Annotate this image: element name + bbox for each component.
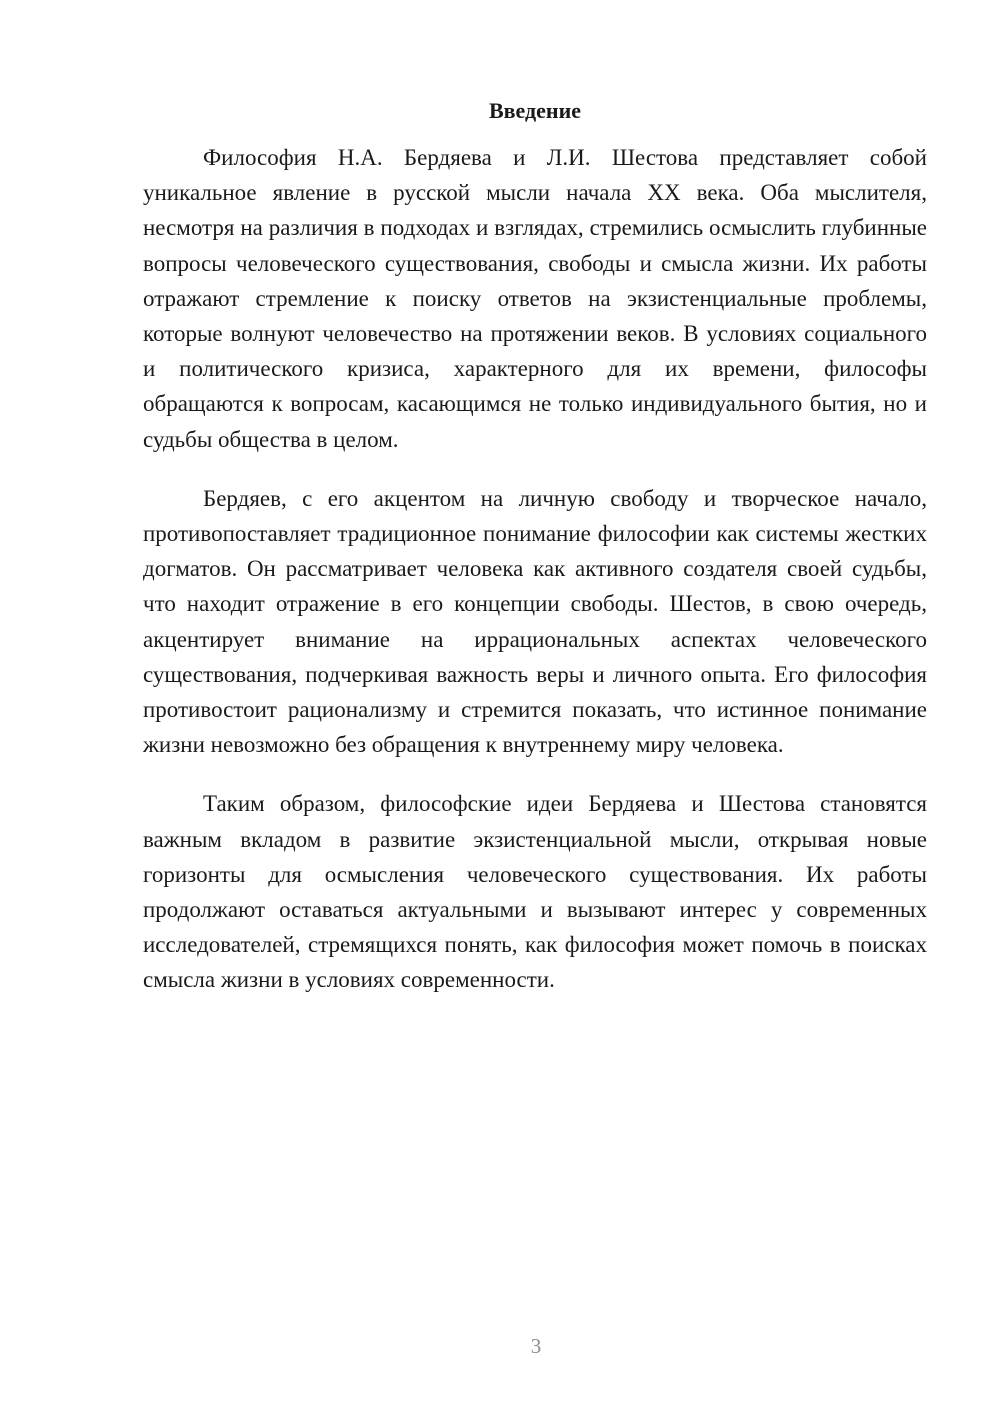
paragraph-2: Бердяев, с его акцентом на личную свободу и творческое начало, противопоставляет традиционное понимание философии как системы жестких догматов. Он рассматривает человека как активного создателя своей судьбы, что находит отражение в его концепции свободы. Шестов, в свою очередь, акцентирует внимание на иррациональных аспектах человеческого существования, подчеркивая важность веры и личного опыта. Его философия противостоит рационализму и стремится показать, что истинное понимание жизни невозможно без обращения к внутреннему миру человека. [143, 485, 927, 758]
paragraph-3: Таким образом, философские идеи Бердяева и Шестова становятся важным вкладом в развитие экзистенциальной мысли, открывая новые горизонты для осмысления человеческого существования. Их работы продолжают оставаться актуальными и вызывают интерес у современных исследователей, стремящихся понять, как философия может помочь в поисках смысла жизни в условиях современности. [143, 791, 927, 993]
page-number: 3 [530, 1334, 542, 1358]
document-body [143, 96, 927, 1022]
paragraph-1: Философия Н.А. Бердяева и Л.И. Шестова представляет собой уникальное явление в русской мысли начала XX века. Оба мыслителя, несмотря на различия в подходах и взглядах, стремились осмыслить глубинные вопросы человеческого существования, свободы и смысла жизни. Их работы отражают стремление к поиску ответов на экзистенциальные проблемы, которые волнуют человечество на протяжении веков. В условиях социального и политического кризиса, характерного для их времени, философы обращаются к вопросам, касающимся не только индивидуального бытия, но и судьбы общества в целом. [143, 145, 927, 452]
section-title: Введение [488, 98, 582, 123]
